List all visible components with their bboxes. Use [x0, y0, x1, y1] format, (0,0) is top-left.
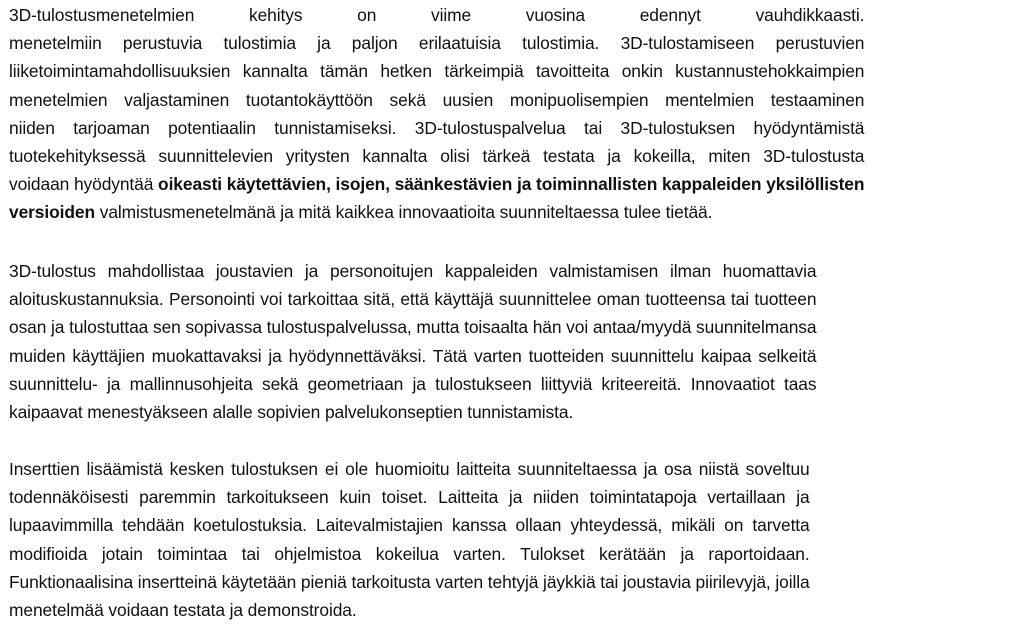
text-line: 3D-tulostus mahdollistaa joustavien ja personoitujen kappaleiden valmistamisen ilman huomattavia: [9, 261, 817, 281]
paragraph-3: [9, 455, 810, 624]
text-line: kaipaavat menestyäkseen alalle sopivien palvelukonseptien tunnistamista.: [9, 401, 574, 422]
paragraph-1: [9, 1, 864, 227]
bold-text-span: versioiden: [9, 202, 95, 223]
bold-text-span: oikeasti käytettävien, isojen, säänkestävien ja toiminnallisten kappaleiden yksilöllisten: [158, 174, 865, 195]
text-line: tuotekehityksessä suunnittelevien yritysten kannalta olisi tärkeä testata ja kokeilla, miten 3D-tulostusta: [9, 145, 865, 166]
text-line: todennäköisesti paremmin tarkoitukseen kuin toiset. Laitteita ja niiden toimintatapoja vertaillaan ja: [9, 487, 810, 508]
text-line: muiden käyttäjien muokattavaksi ja hyödynnettäväksi. Tätä varten tuotteiden suunnittelu kaipaa selkeitä: [9, 345, 817, 366]
text-line: menetelmiin perustuvia tulostimia ja paljon erilaatuisia tulostimia. 3D-tulostamiseen perustuvien: [9, 33, 865, 54]
text-span: valmistusmenetelmänä ja mitä kaikkea innovaatioita suunniteltaessa tulee tietää.: [95, 202, 713, 223]
text-line: modifioida jotain toimintaa tai ohjelmistoa kokeilua varten. Tulokset kerätään ja raportoidaan.: [9, 543, 810, 564]
text-line: menetelmien valjastaminen tuotantokäyttöön sekä uusien monipuolisempien mentelmien testaaminen: [9, 89, 865, 110]
text-line: suunnittelu- ja mallinnusohjeita sekä geometriaan ja tulostukseen liittyviä kriteereitä. Innovaatiot taas: [9, 373, 817, 394]
paragraph-2: [9, 257, 816, 426]
text-line: osan ja tulostuttaa sen sopivassa tulostuspalvelussa, mutta toisaalta hän voi antaa/myydä suunnitelmansa: [9, 317, 817, 338]
text-line: Funktionaalisina insertteinä käytetään pieniä tarkoitusta varten tehtyjä jäykkiä tai joustavia piirilevyjä, joilla: [9, 571, 810, 592]
text-line: 3D-tulostusmenetelmien kehitys on viime vuosina edennyt vauhdikkaasti.: [9, 5, 865, 25]
text-line: liiketoimintamahdollisuuksien kannalta tämän hetken tärkeimpiä tavoitteita onkin kustannustehokkaimpien: [9, 61, 865, 82]
text-line: menetelmää voidaan testata ja demonstroida.: [9, 599, 357, 620]
text-line: aloituskustannuksia. Personointi voi tarkoittaa sitä, että käyttäjä suunnittelee oman tuotteensa tai tuotteen: [9, 289, 817, 310]
text-line: niiden tarjoaman potentiaalin tunnistamiseksi. 3D-tulostuspalvelua tai 3D-tulostuksen hyödyntämistä: [9, 117, 865, 138]
text-line-mixed: [9, 198, 864, 226]
text-line: lupaavimmilla tehdään koetulostuksia. Laitevalmistajien kanssa ollaan yhteydessä, mikäli on tarvetta: [9, 515, 810, 536]
text-line: Inserttien lisäämistä kesken tulostuksen ei ole huomioitu laitteita suunniteltaessa ja osa niistä soveltuu: [9, 459, 810, 479]
text-span: voidaan hyödyntää: [9, 174, 159, 195]
text-line-mixed: [9, 170, 864, 198]
